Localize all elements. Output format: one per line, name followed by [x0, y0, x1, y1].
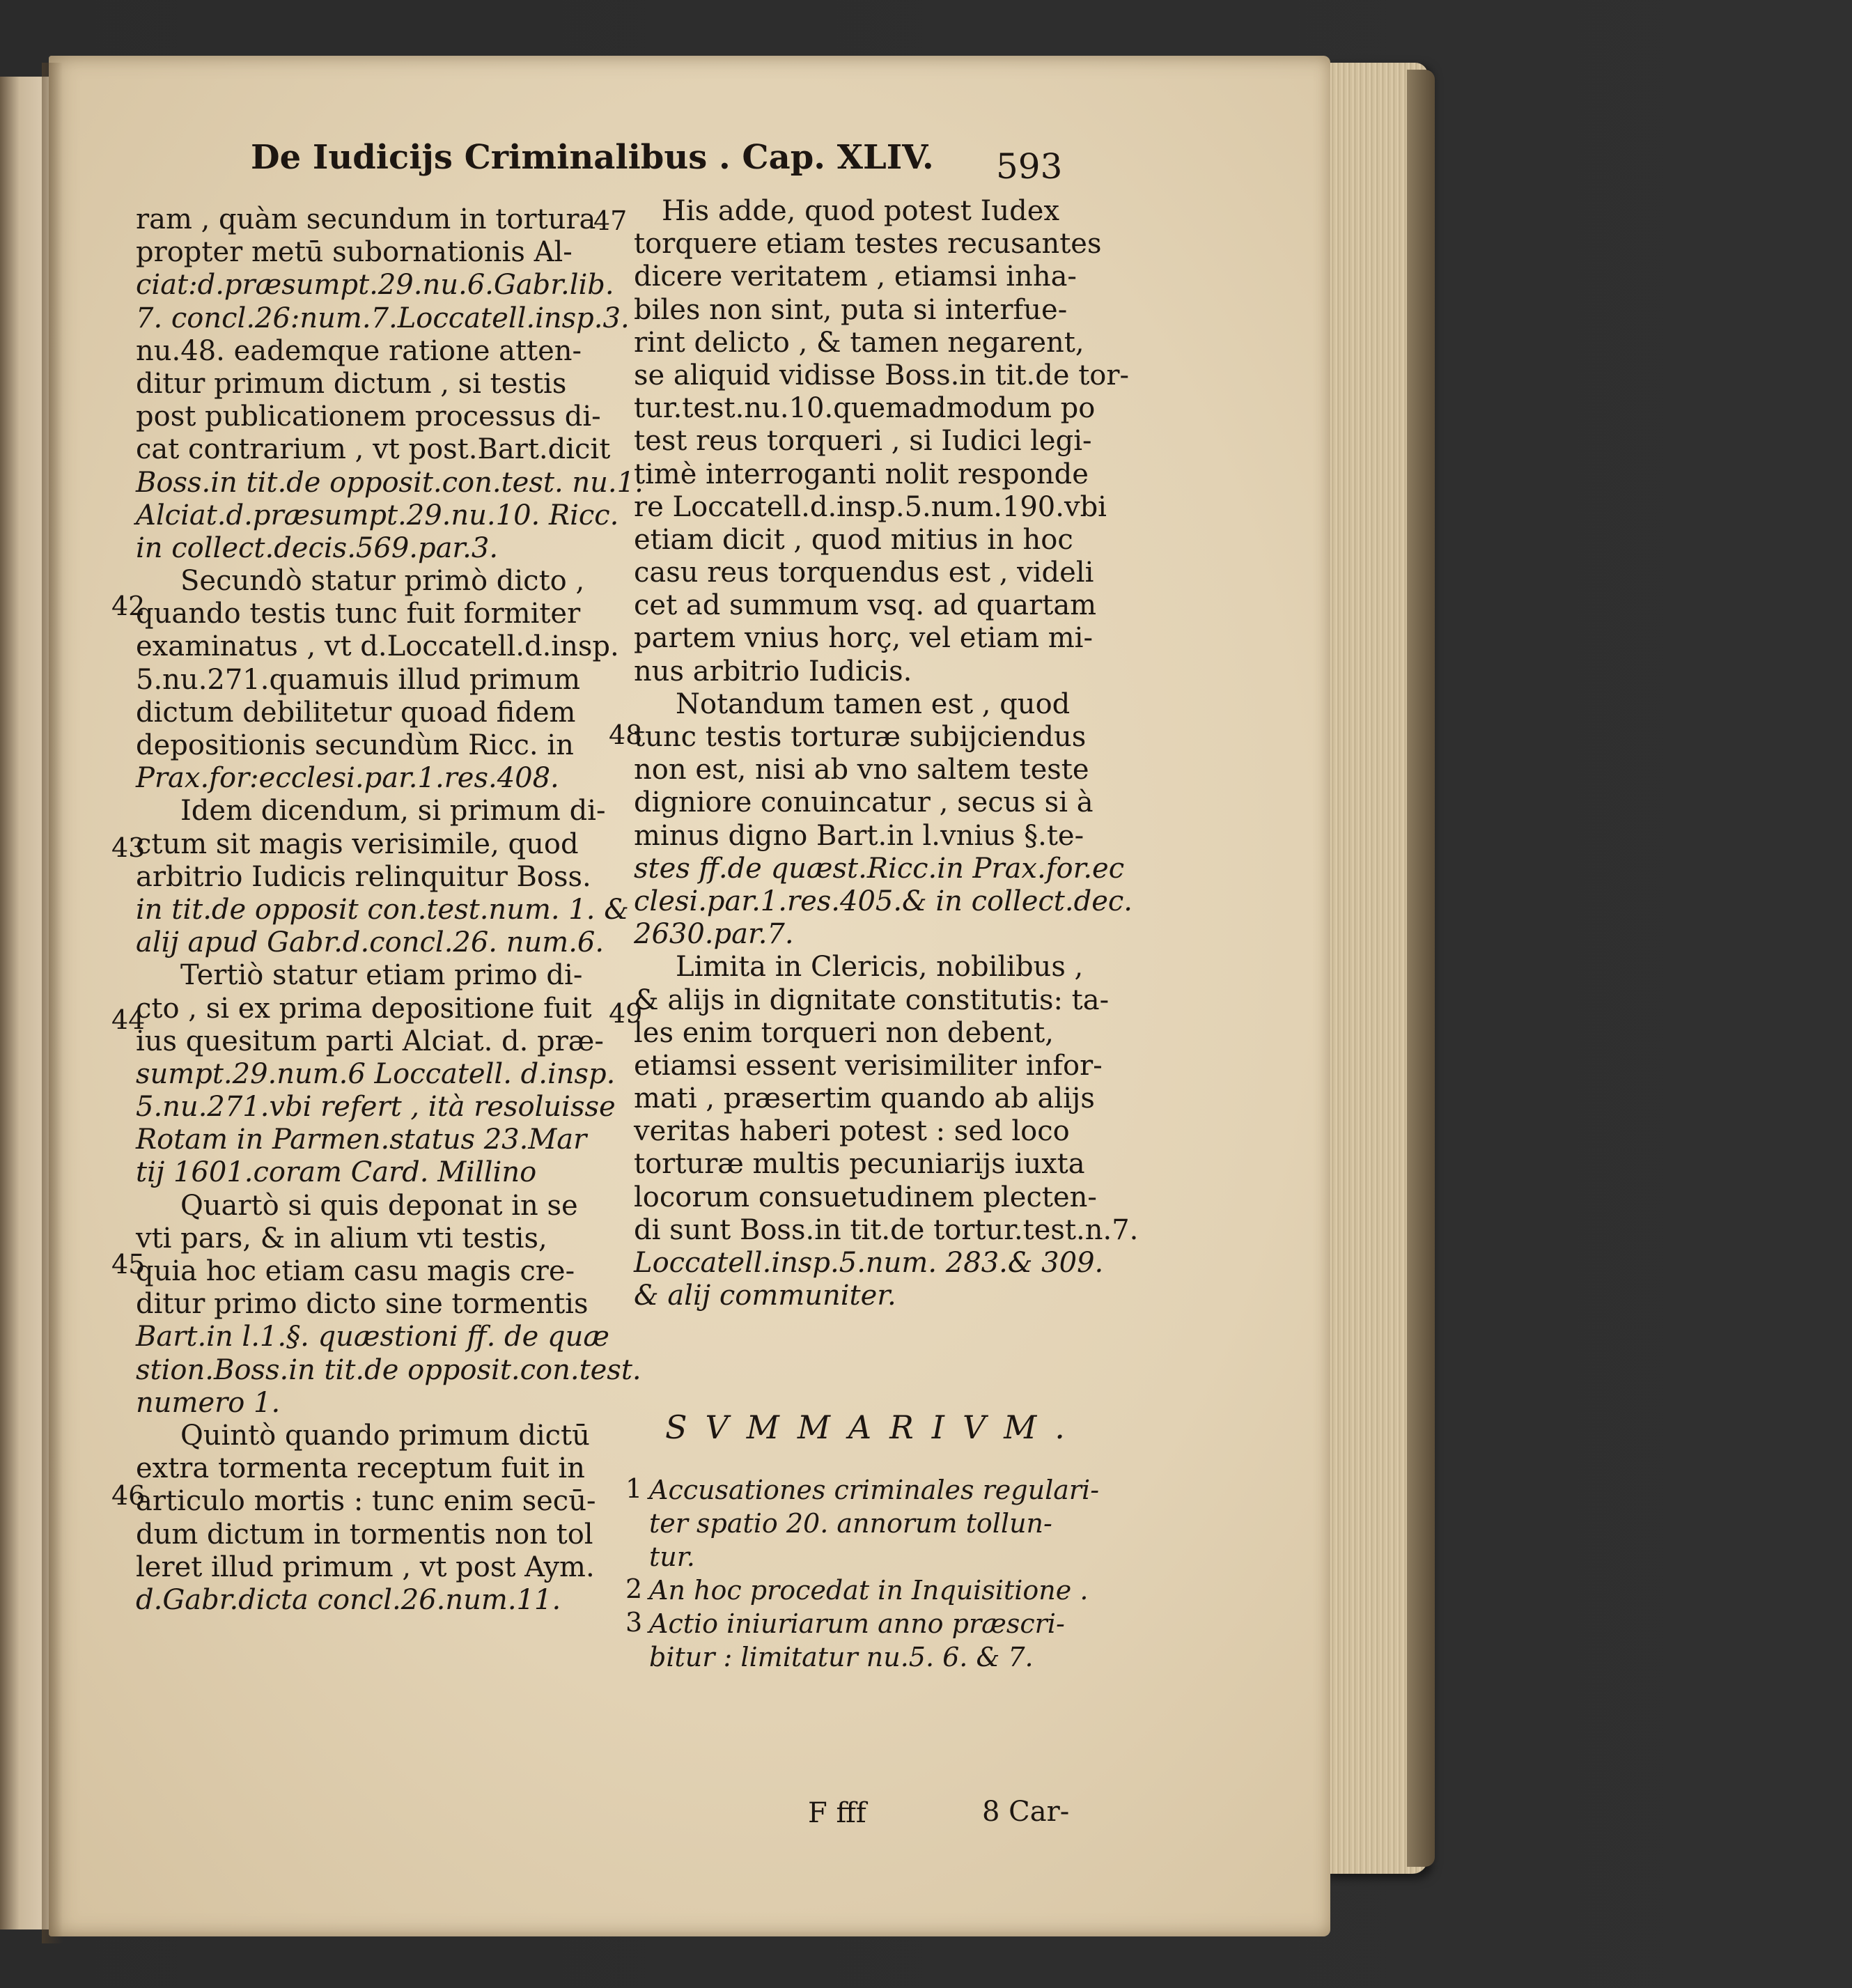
text-line: digniore conuincatur , secus si à [634, 786, 1094, 819]
text-line: depositionis secundùm Ricc. in [136, 729, 574, 761]
text-line: Idem dicendum, si primum di- [180, 795, 606, 828]
text-line: & alijs in dignitate constitutis: ta- [634, 984, 1110, 1016]
text-line: rint delicto , & tamen negarent, [634, 326, 1084, 359]
text-line: ctum sit magis verisimile, quod [136, 828, 579, 860]
text-line: se aliquid vidisse Boss.in tit.de tor- [634, 359, 1130, 391]
text-line: Quintò quando primum dictū [180, 1419, 590, 1452]
text-line: Secundò statur primò dicto , [180, 565, 585, 598]
text-line: Alciat.d.præsumpt.29.nu.10. Ricc. [136, 499, 619, 531]
summary-line: Actio iniuriarum anno præscri- [649, 1608, 1065, 1639]
text-line: casu reus torquendus est , videli [634, 557, 1094, 589]
paragraph-number: 43 [111, 832, 146, 863]
text-line: quando testis tunc fuit formiter [136, 598, 581, 630]
paragraph-number: 45 [111, 1249, 146, 1280]
text-line: alij apud Gabr.d.concl.26. num.6. [136, 926, 605, 959]
text-line: 2630.par.7. [634, 918, 794, 951]
text-line: dum dictum in tormentis non tol [136, 1518, 593, 1551]
text-line: 5.nu.271.vbi refert , ità resoluisse [136, 1091, 616, 1124]
text-line: arbitrio Iudicis relinquitur Boss. [136, 860, 591, 893]
catchword: 8 Car- [982, 1796, 1070, 1828]
text-line: vti pars, & in alium vti testis, [136, 1222, 547, 1255]
text-line: Bart.in l.1.§. quæstioni ff. de quæ [136, 1321, 609, 1353]
summary-number: 1 [625, 1473, 643, 1504]
text-line: in collect.decis.569.par.3. [136, 531, 499, 564]
text-line: cet ad summum vsq. ad quartam [634, 589, 1097, 622]
text-line: torturæ multis pecuniarijs iuxta [634, 1148, 1085, 1181]
text-line: Prax.for:ecclesi.par.1.res.408. [136, 762, 559, 795]
summary-number: 2 [625, 1574, 643, 1604]
text-line: cto , si ex prima depositione fuit [136, 992, 592, 1025]
text-line: etiamsi essent verisimiliter infor- [634, 1049, 1103, 1082]
text-line: ram , quàm secundum in tortura [136, 203, 596, 235]
text-line: nus arbitrio Iudicis. [634, 655, 912, 688]
right-column [634, 195, 1139, 1312]
text-line: di sunt Boss.in tit.de tortur.test.n.7. [634, 1213, 1139, 1246]
text-line: Quartò si quis deponat in se [180, 1189, 578, 1222]
summary-list [649, 1473, 1123, 1674]
paragraph-number: 42 [111, 591, 146, 621]
text-line: examinatus , vt d.Loccatell.d.insp. [136, 630, 619, 663]
text-line: Boss.in tit.de opposit.con.test. nu.1. [136, 466, 644, 499]
text-line: tij 1601.coram Card. Millino [136, 1156, 537, 1189]
text-line: propter metū subornationis Al- [136, 236, 573, 269]
text-line: cat contrarium , vt post.Bart.dicit [136, 433, 611, 466]
text-line: numero 1. [136, 1386, 281, 1419]
text-line: timè interroganti nolit responde [634, 458, 1089, 490]
paragraph-number: 47 [593, 205, 628, 236]
text-line: clesi.par.1.res.405.& in collect.dec. [634, 885, 1133, 917]
text-line: leret illud primum , vt post Aym. [136, 1551, 595, 1583]
summary-heading: SVMMARIVM. [665, 1408, 1083, 1446]
summary-number: 3 [625, 1607, 643, 1638]
text-line: tunc testis torturæ subijciendus [634, 721, 1087, 753]
text-line: Rotam in Parmen.status 23.Mar [136, 1124, 587, 1156]
text-line: & alij communiter. [634, 1280, 896, 1312]
text-line: non est, nisi ab vno saltem teste [634, 754, 1089, 786]
text-line: re Loccatell.d.insp.5.num.190.vbi [634, 490, 1107, 523]
text-line: in tit.de opposit con.test.num. 1. & [136, 893, 629, 926]
text-line: ciat:d.præsumpt.29.nu.6.Gabr.lib. [136, 269, 614, 302]
paragraph-number: 48 [609, 720, 643, 750]
text-line: test reus torqueri , si Iudici legi- [634, 425, 1092, 458]
page-number: 593 [996, 146, 1063, 187]
page-gutter [42, 63, 63, 1943]
text-line: minus digno Bart.in l.vnius §.te- [634, 819, 1084, 852]
text-line: mati , præsertim quando ab alijs [634, 1082, 1095, 1115]
paragraph-number: 49 [609, 998, 643, 1029]
summary-line: An hoc procedat in Inquisitione . [649, 1575, 1089, 1606]
text-line: 5.nu.271.quamuis illud primum [136, 663, 581, 696]
text-line: tur.test.nu.10.quemadmodum po [634, 392, 1096, 425]
text-line: sumpt.29.num.6 Loccatell. d.insp. [136, 1057, 616, 1090]
text-line: torquere etiam testes recusantes [634, 228, 1102, 261]
text-line: quia hoc etiam casu magis cre- [136, 1255, 575, 1287]
book-cover-board [1407, 70, 1435, 1867]
text-line: dicere veritatem , etiamsi inha- [634, 261, 1077, 293]
text-line: 7. concl.26:num.7.Loccatell.insp.3. [136, 302, 630, 334]
text-line: nu.48. eademque ratione atten- [136, 334, 582, 367]
text-line: veritas haberi potest : sed loco [634, 1115, 1070, 1148]
text-line: etiam dicit , quod mitius in hoc [634, 523, 1073, 556]
paragraph-number: 44 [111, 1004, 146, 1035]
text-line: post publicationem processus di- [136, 401, 601, 433]
text-line: Loccatell.insp.5.num. 283.& 309. [634, 1247, 1104, 1279]
text-line: biles non sint, puta si interfue- [634, 293, 1068, 326]
summary-line: Accusationes criminales regulari- [649, 1475, 1100, 1505]
text-line: Notandum tamen est , quod [676, 688, 1071, 720]
text-line: His adde, quod potest Iudex [662, 195, 1059, 227]
text-line: dictum debilitetur quoad fidem [136, 696, 576, 729]
text-line: articulo mortis : tunc enim secū- [136, 1485, 596, 1518]
text-line: stes ff.de quæst.Ricc.in Prax.for.ec [634, 852, 1125, 885]
summary-line: bitur : limitatur nu.5. 6. & 7. [649, 1642, 1034, 1672]
text-line: d.Gabr.dicta concl.26.num.11. [136, 1583, 561, 1616]
text-line: ditur primo dicto sine tormentis [136, 1288, 589, 1321]
text-line: Limita in Clericis, nobilibus , [676, 951, 1084, 984]
text-line: les enim torqueri non debent, [634, 1016, 1054, 1049]
summary-line: ter spatio 20. annorum tollun- [649, 1508, 1052, 1539]
text-line: stion.Boss.in tit.de opposit.con.test. [136, 1353, 641, 1386]
running-head: De Iudicijs Criminalibus . Cap. XLIV. [251, 138, 934, 177]
summary-line: tur. [649, 1542, 695, 1572]
left-column [136, 203, 644, 1617]
text-line: partem vnius horç, vel etiam mi- [634, 622, 1093, 655]
text-line: locorum consuetudinem plecten- [634, 1181, 1097, 1213]
text-line: Tertiò statur etiam primo di- [180, 959, 583, 992]
text-line: extra tormenta receptum fuit in [136, 1452, 585, 1485]
paragraph-number: 46 [111, 1480, 146, 1511]
text-line: ditur primum dictum , si testis [136, 367, 567, 400]
signature-mark: F fff [808, 1797, 866, 1829]
text-line: ius quesitum parti Alciat. d. præ- [136, 1025, 604, 1057]
